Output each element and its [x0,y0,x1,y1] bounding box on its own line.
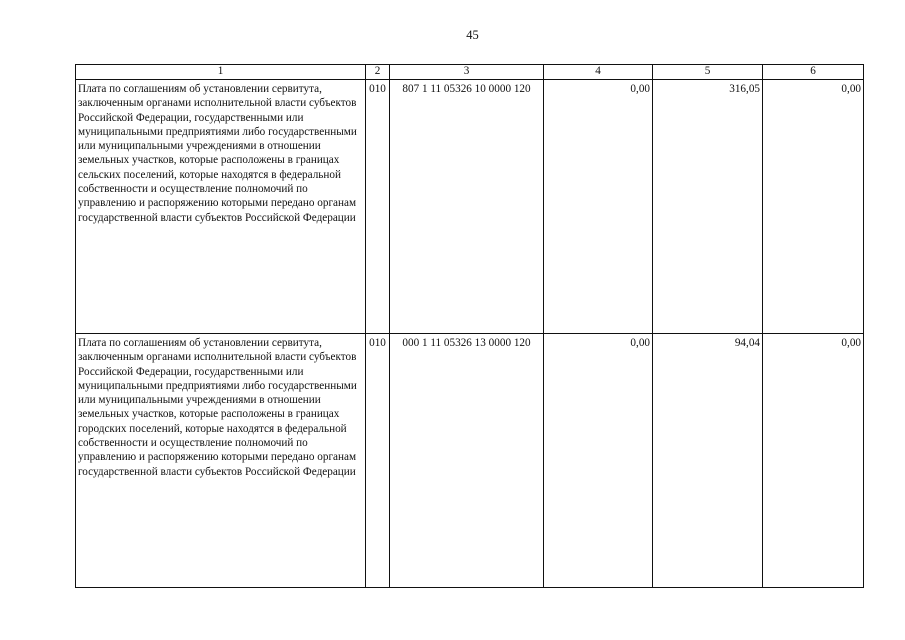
row-value-col5: 316,05 [653,80,763,334]
column-header-5: 5 [653,65,763,80]
table-header-row [76,65,864,80]
row-kbk-code: 000 1 11 05326 13 0000 120 [390,334,544,588]
column-header-3: 3 [390,65,544,80]
row-value-col4: 0,00 [544,334,653,588]
table-row [76,334,864,588]
row-value-col5: 94,04 [653,334,763,588]
column-header-1: 1 [76,65,366,80]
row-admin-code: 010 [366,334,390,588]
row-description: Плата по соглашениям об установлении сервитута, заключенным органами исполнительной власти субъектов Российской Федерации, государственными или муниципальными предприятиями либо государственными или муниципальными учреждениями в отношении земельных участков, которые расположены в границах городских поселений, которые находятся в федеральной собственности и осуществление полномочий по управлению и распоряжению которыми передано органам государственной власти субъектов Российской Федерации [76,334,366,588]
row-admin-code: 010 [366,80,390,334]
column-header-2: 2 [366,65,390,80]
row-value-col6: 0,00 [763,80,864,334]
budget-table [75,64,864,588]
row-description: Плата по соглашениям об установлении сервитута, заключенным органами исполнительной власти субъектов Российской Федерации, государственными или муниципальными предприятиями либо государственными или муниципальными учреждениями в отношении земельных участков, которые расположены в границах сельских поселений, которые находятся в федеральной собственности и осуществление полномочий по управлению и распоряжению которыми передано органам государственной власти субъектов Российской Федерации [76,80,366,334]
row-value-col4: 0,00 [544,80,653,334]
column-header-4: 4 [544,65,653,80]
row-kbk-code: 807 1 11 05326 10 0000 120 [390,80,544,334]
table-row [76,80,864,334]
page-number: 45 [466,28,479,42]
row-value-col6: 0,00 [763,334,864,588]
column-header-6: 6 [763,65,864,80]
